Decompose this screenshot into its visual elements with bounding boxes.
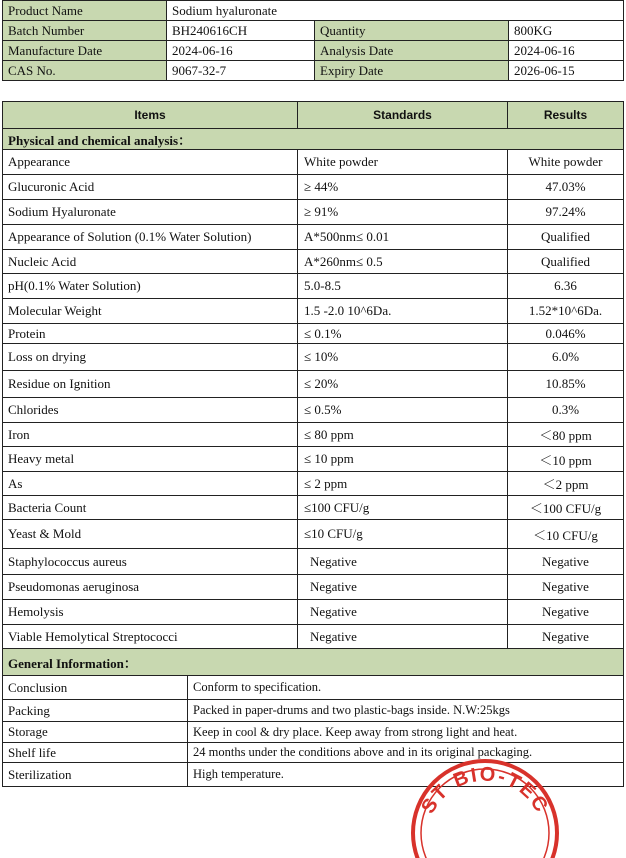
general-info-row xyxy=(3,763,624,787)
seal-text: ST BIO-TEC xyxy=(417,763,553,818)
standard-cell: Negative xyxy=(298,600,508,625)
result-cell: 0.3% xyxy=(508,398,624,423)
result-cell: ＜2 ppm xyxy=(508,472,624,496)
results-header: Results xyxy=(508,102,624,129)
item-cell: Heavy metal xyxy=(3,447,298,472)
general-info-row xyxy=(3,700,624,722)
item-cell: Staphylococcus aureus xyxy=(3,549,298,575)
item-cell: Appearance of Solution (0.1% Water Solution) xyxy=(3,225,298,250)
standard-cell: A*500nm≤ 0.01 xyxy=(298,225,508,250)
table-row xyxy=(3,344,624,371)
result-cell: Negative xyxy=(508,575,624,600)
item-cell: Loss on drying xyxy=(3,344,298,371)
standard-cell: A*260nm≤ 0.5 xyxy=(298,250,508,274)
table-row xyxy=(3,225,624,250)
standard-cell: Negative xyxy=(298,625,508,649)
spec-header-row xyxy=(3,102,624,129)
general-info-cell xyxy=(3,743,624,763)
product-info-table xyxy=(2,0,624,81)
table-row xyxy=(3,324,624,344)
quantity-value: 800KG xyxy=(509,21,624,41)
standard-cell: ≤10 CFU/g xyxy=(298,520,508,549)
physical-section-title: Physical and chemical analysis： xyxy=(3,129,624,150)
general-label: Packing xyxy=(3,700,188,721)
standard-cell: ≤ 10 ppm xyxy=(298,447,508,472)
general-label: Conclusion xyxy=(3,676,188,699)
result-cell: White powder xyxy=(508,150,624,175)
table-row xyxy=(3,549,624,575)
result-cell: Qualified xyxy=(508,250,624,274)
cas-value: 9067-32-7 xyxy=(167,61,315,81)
expiry-date-label: Expiry Date xyxy=(315,61,509,81)
general-info-cell xyxy=(3,700,624,722)
result-cell: 6.36 xyxy=(508,274,624,299)
table-row xyxy=(3,575,624,600)
items-header: Items xyxy=(3,102,298,129)
standard-cell: ≥ 91% xyxy=(298,200,508,225)
info-row xyxy=(3,61,624,81)
product-name-label: Product Name xyxy=(3,1,167,21)
item-cell: Residue on Ignition xyxy=(3,371,298,398)
table-row xyxy=(3,600,624,625)
item-cell: Molecular Weight xyxy=(3,299,298,324)
table-row xyxy=(3,496,624,520)
result-cell: Negative xyxy=(508,600,624,625)
result-cell: ＜10 ppm xyxy=(508,447,624,472)
standard-cell: ≥ 44% xyxy=(298,175,508,200)
general-value: Packed in paper-drums and two plastic-bags inside. N.W:25kgs xyxy=(193,703,510,717)
product-name-value: Sodium hyaluronate xyxy=(167,1,624,21)
expiry-date-value: 2026-06-15 xyxy=(509,61,624,81)
item-cell: Iron xyxy=(3,423,298,447)
info-row xyxy=(3,21,624,41)
standard-cell: ≤ 10% xyxy=(298,344,508,371)
item-cell: Nucleic Acid xyxy=(3,250,298,274)
spec-body xyxy=(3,129,624,787)
item-cell: Protein xyxy=(3,324,298,344)
result-cell: ＜100 CFU/g xyxy=(508,496,624,520)
specification-table xyxy=(2,101,624,787)
item-cell: As xyxy=(3,472,298,496)
analysis-date-label: Analysis Date xyxy=(315,41,509,61)
general-info-cell xyxy=(3,763,624,787)
standard-cell: ≤100 CFU/g xyxy=(298,496,508,520)
result-cell: ＜80 ppm xyxy=(508,423,624,447)
item-cell: Viable Hemolytical Streptococci xyxy=(3,625,298,649)
general-info-cell xyxy=(3,676,624,700)
item-cell: Chlorides xyxy=(3,398,298,423)
item-cell: pH(0.1% Water Solution) xyxy=(3,274,298,299)
info-row xyxy=(3,41,624,61)
result-cell: Negative xyxy=(508,549,624,575)
quantity-label: Quantity xyxy=(315,21,509,41)
table-row xyxy=(3,447,624,472)
standard-cell: ≤ 20% xyxy=(298,371,508,398)
table-row xyxy=(3,398,624,423)
general-label: Sterilization xyxy=(3,763,188,786)
table-row xyxy=(3,299,624,324)
cas-label: CAS No. xyxy=(3,61,167,81)
general-label: Storage xyxy=(3,722,188,742)
batch-number-label: Batch Number xyxy=(3,21,167,41)
item-cell: Pseudomonas aeruginosa xyxy=(3,575,298,600)
item-cell: Sodium Hyaluronate xyxy=(3,200,298,225)
result-cell: 1.52*10^6Da. xyxy=(508,299,624,324)
info-row xyxy=(3,1,624,21)
table-row xyxy=(3,274,624,299)
table-row xyxy=(3,423,624,447)
result-cell: 6.0% xyxy=(508,344,624,371)
table-row xyxy=(3,175,624,200)
table-row xyxy=(3,150,624,175)
table-row xyxy=(3,472,624,496)
general-info-row xyxy=(3,743,624,763)
item-cell: Appearance xyxy=(3,150,298,175)
table-row xyxy=(3,200,624,225)
general-value: Conform to specification. xyxy=(193,680,322,694)
manufacture-date-value: 2024-06-16 xyxy=(167,41,315,61)
general-value: High temperature. xyxy=(193,767,284,781)
general-label: Shelf life xyxy=(3,743,188,762)
item-cell: Bacteria Count xyxy=(3,496,298,520)
item-cell: Glucuronic Acid xyxy=(3,175,298,200)
analysis-date-value: 2024-06-16 xyxy=(509,41,624,61)
standard-cell: White powder xyxy=(298,150,508,175)
result-cell: Qualified xyxy=(508,225,624,250)
result-cell: ＜10 CFU/g xyxy=(508,520,624,549)
standard-cell: Negative xyxy=(298,575,508,600)
standard-cell: 1.5 -2.0 10^6Da. xyxy=(298,299,508,324)
standard-cell: ≤ 0.1% xyxy=(298,324,508,344)
item-cell: Hemolysis xyxy=(3,600,298,625)
standard-cell: ≤ 80 ppm xyxy=(298,423,508,447)
table-row xyxy=(3,520,624,549)
batch-number-value: BH240616CH xyxy=(167,21,315,41)
general-value: 24 months under the conditions above and in its original packaging. xyxy=(193,745,533,759)
result-cell: 10.85% xyxy=(508,371,624,398)
table-row xyxy=(3,371,624,398)
standard-cell: ≤ 0.5% xyxy=(298,398,508,423)
general-value: Keep in cool & dry place. Keep away from strong light and heat. xyxy=(193,724,518,739)
item-cell: Yeast & Mold xyxy=(3,520,298,549)
table-row xyxy=(3,625,624,649)
result-cell: 97.24% xyxy=(508,200,624,225)
manufacture-date-label: Manufacture Date xyxy=(3,41,167,61)
general-info-cell xyxy=(3,722,624,743)
standard-cell: 5.0-8.5 xyxy=(298,274,508,299)
physical-section-row xyxy=(3,129,624,150)
general-info-row xyxy=(3,722,624,743)
result-cell: 0.046% xyxy=(508,324,624,344)
standard-cell: Negative xyxy=(298,549,508,575)
standards-header: Standards xyxy=(298,102,508,129)
general-section-row xyxy=(3,649,624,676)
table-row xyxy=(3,250,624,274)
general-section-title: General Information： xyxy=(3,649,624,676)
result-cell: Negative xyxy=(508,625,624,649)
standard-cell: ≤ 2 ppm xyxy=(298,472,508,496)
result-cell: 47.03% xyxy=(508,175,624,200)
general-info-row xyxy=(3,676,624,700)
